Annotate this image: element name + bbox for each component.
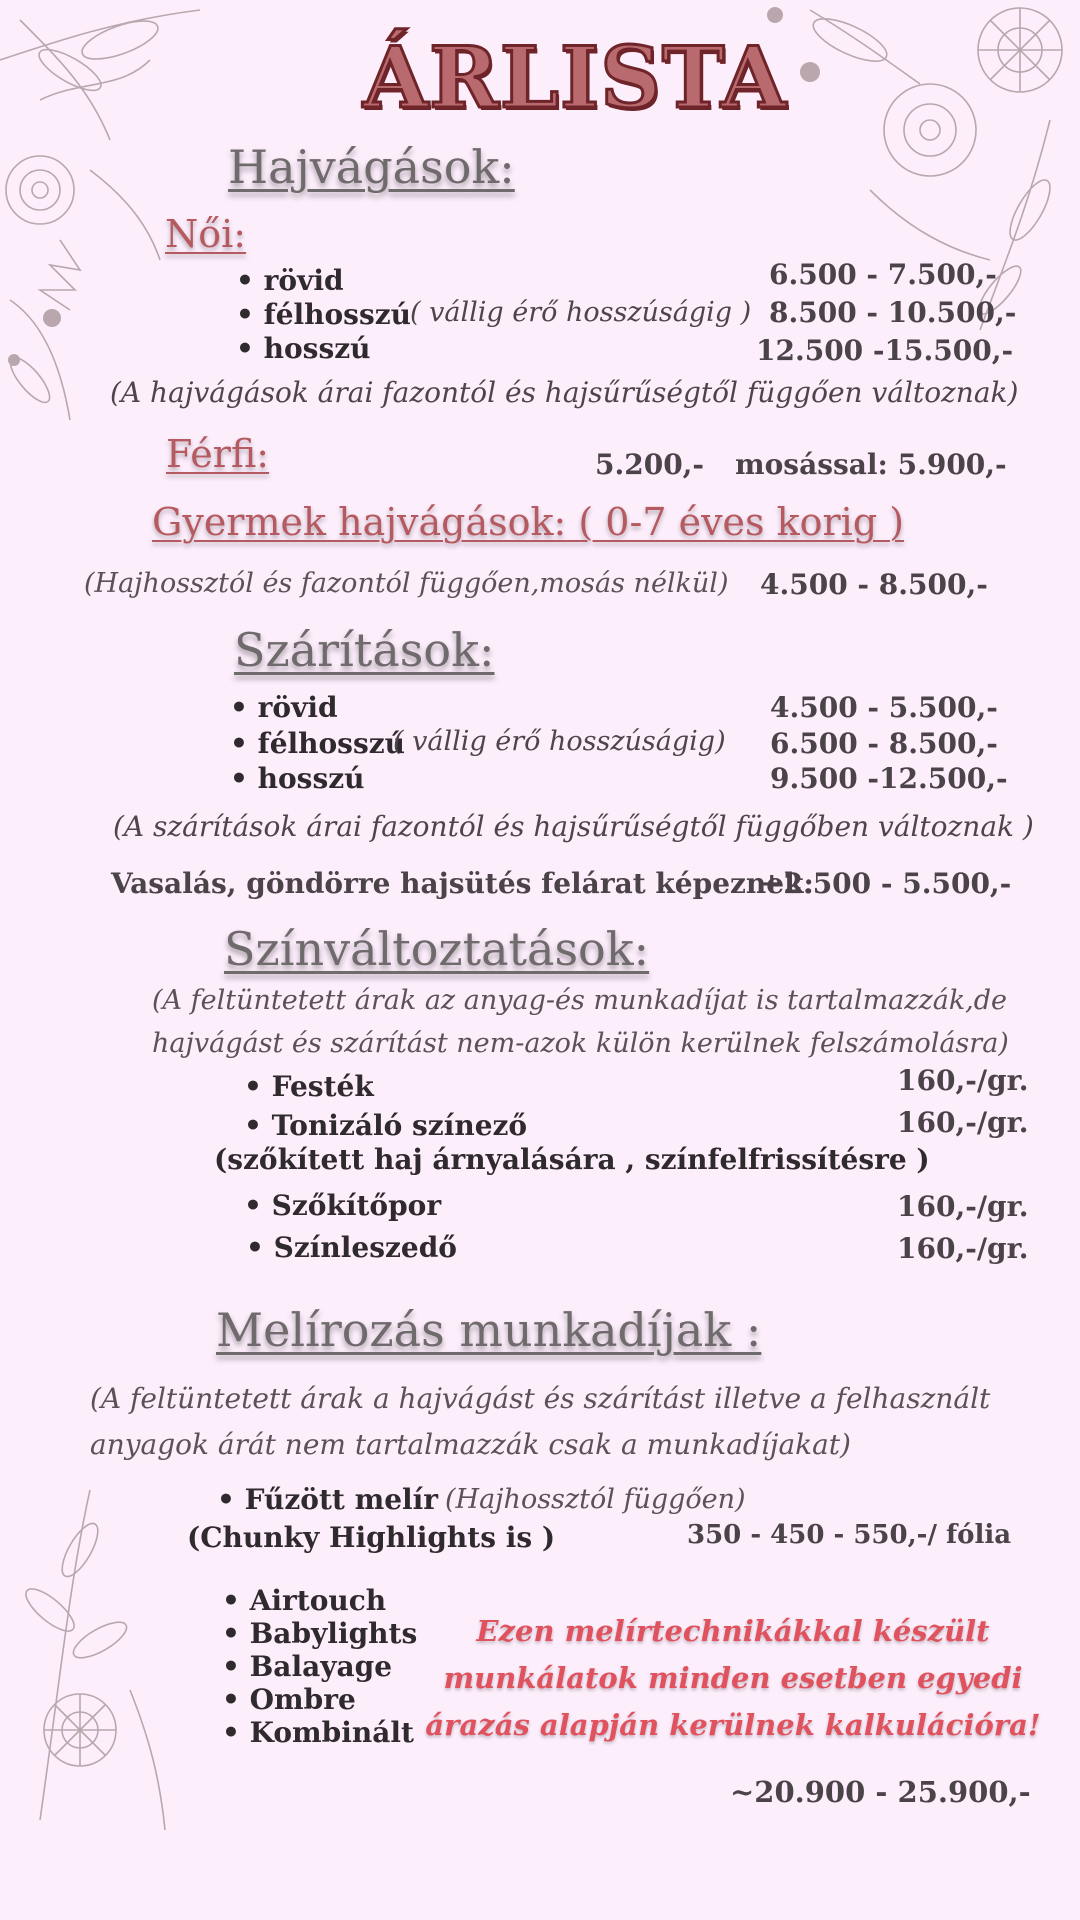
color-remover-price: 160,-/gr. — [897, 1232, 1029, 1265]
women-medium-price: 8.500 - 10.500,- — [769, 296, 1017, 329]
chunky-highlights-label: (Chunky Highlights is ) — [187, 1521, 556, 1554]
toner-price: 160,-/gr. — [897, 1106, 1029, 1139]
highlights-note-line1: (A feltüntetett árak a hajvágást és szárítást illetve a felhasznált — [90, 1382, 991, 1415]
drying-heading: Szárítások: — [234, 623, 495, 677]
children-price: 4.500 - 8.500,- — [760, 568, 988, 601]
women-heading: Női: — [165, 212, 247, 256]
women-footnote: (A hajvágások árai fazontól és hajsűrűségtől függően változnak) — [110, 376, 1019, 409]
woven-highlights-price: 350 - 450 - 550,-/ fólia — [687, 1520, 1012, 1550]
women-medium-note: ( vállig érő hosszúságig ) — [410, 297, 752, 328]
drying-medium-label: • félhosszú — [230, 727, 405, 760]
drying-short-price: 4.500 - 5.500,- — [770, 691, 998, 724]
page-title: ÁRLISTA — [362, 28, 788, 127]
men-price: 5.200,- — [595, 448, 705, 481]
women-long-price: 12.500 -15.500,- — [756, 334, 1014, 367]
custom-pricing-note: Ezen melírtechnikákkal készült munkálatok minden esetben egyedi árazás alapján kerülnek kalkulációra! — [425, 1614, 1041, 1742]
highlights-note-line2: anyagok árát nem tartalmazzák csak a munkadíjakat) — [90, 1428, 851, 1461]
toner-label: • Tonizáló színező — [244, 1109, 528, 1142]
children-heading: Gyermek hajvágások: ( 0-7 éves korig ) — [152, 500, 905, 544]
color-remover-label: • Színleszedő — [246, 1231, 457, 1264]
women-short-price: 6.500 - 7.500,- — [769, 258, 997, 291]
coloring-note-line1: (A feltüntetett árak az anyag-és munkadíjat is tartalmazzák,de — [152, 985, 1008, 1016]
dye-price: 160,-/gr. — [897, 1064, 1029, 1097]
floral-decoration-bottom-left-icon — [0, 1480, 190, 1840]
children-note: (Hajhossztól és fazontól függően,mosás nélkül) — [84, 568, 729, 599]
drying-footnote: (A szárítások árai fazontól és hajsűrűségtől függőben változnak ) — [113, 810, 1034, 843]
technique-item: • Balayage — [222, 1650, 393, 1683]
women-medium-label: • félhosszú — [236, 298, 411, 331]
styling-extra-price: +2.500 - 5.500,- — [760, 867, 1012, 900]
technique-item: • Ombre — [222, 1683, 356, 1716]
drying-short-label: • rövid — [230, 691, 338, 724]
coloring-heading: Színváltoztatások: — [224, 922, 650, 976]
bleach-label: • Szőkítőpor — [244, 1189, 442, 1222]
woven-highlights-note: (Hajhossztól függően) — [445, 1484, 746, 1515]
coloring-note-line2: hajvágást és szárítást nem-azok külön kerülnek felszámolásra) — [152, 1028, 1009, 1059]
men-heading: Férfi: — [166, 432, 270, 476]
drying-long-price: 9.500 -12.500,- — [770, 762, 1008, 795]
drying-medium-note: ( vállig érő hosszúságig) — [393, 726, 726, 757]
men-wash-price: mosással: 5.900,- — [735, 448, 1007, 481]
highlights-heading: Melírozás munkadíjak : — [216, 1303, 762, 1357]
technique-item: • Kombinált — [222, 1716, 414, 1749]
technique-item: • Airtouch — [222, 1584, 387, 1617]
women-short-label: • rövid — [236, 264, 344, 297]
women-long-label: • hosszú — [236, 332, 371, 365]
techniques-price: ~20.900 - 25.900,- — [730, 1775, 1031, 1809]
bleach-price: 160,-/gr. — [897, 1190, 1029, 1223]
dye-label: • Festék — [244, 1070, 374, 1103]
toner-note: (szőkített haj árnyalására , színfelfrissítésre ) — [214, 1143, 930, 1176]
haircuts-heading: Hajvágások: — [228, 140, 515, 194]
styling-extra-label: Vasalás, göndörre hajsütés felárat képeznek: — [111, 867, 814, 900]
woven-highlights-label: • Fűzött melír — [217, 1483, 439, 1516]
drying-medium-price: 6.500 - 8.500,- — [770, 727, 998, 760]
technique-item: • Babylights — [222, 1617, 418, 1650]
drying-long-label: • hosszú — [230, 762, 365, 795]
